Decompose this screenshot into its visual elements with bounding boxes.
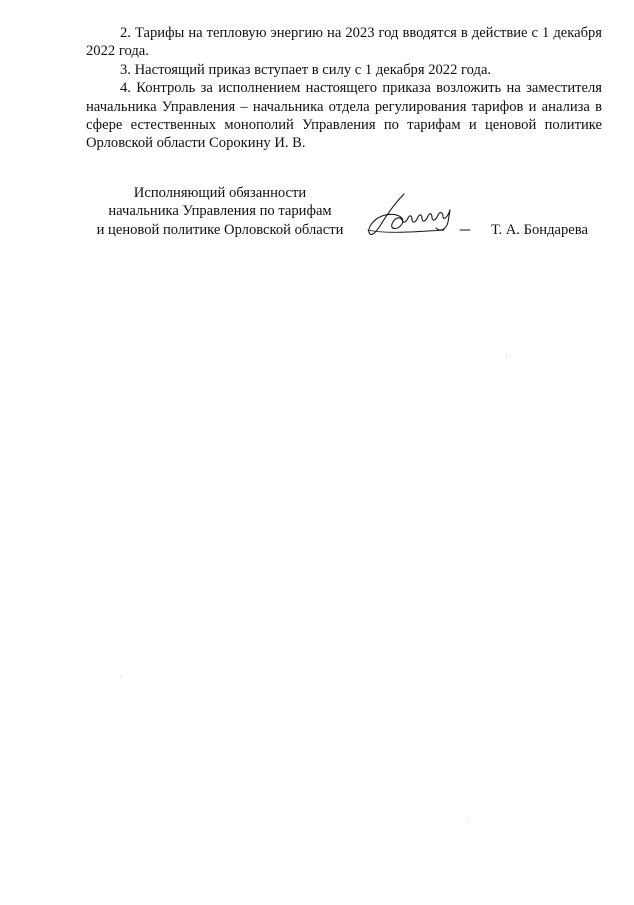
signer-position-line-2: начальника Управления по тарифам <box>108 203 332 220</box>
signer-position-line-3: и ценовой политике Орловской области <box>96 221 344 238</box>
signer-position-line-1: Исполняющий обязанности <box>133 185 307 201</box>
signer-position <box>80 184 360 239</box>
handwritten-signature <box>364 186 476 242</box>
scan-speck <box>506 356 507 357</box>
paragraph-order-effective-date: 3. Настоящий приказ вступает в силу с 1 декабря 2022 года. <box>120 61 492 78</box>
paragraph-tariff-effective-date: 2. Тарифы на тепловую энергию на 2023 год вводятся в действие с 1 декабря 2022 года. <box>86 25 602 60</box>
scan-speck <box>468 818 469 819</box>
signer-name: Т. А. Бондарева <box>491 222 588 238</box>
order-text <box>86 24 602 153</box>
scan-speck <box>120 676 121 677</box>
paragraph-control-assignment: 4. Контроль за исполнением настоящего приказа возложить на заместителя начальника Управления – начальника отдела регулирования тарифов и анализа в сфере естественных монополий Управления по тарифам и ценовой политике Орловской области Сорокину И. В. <box>86 80 602 152</box>
